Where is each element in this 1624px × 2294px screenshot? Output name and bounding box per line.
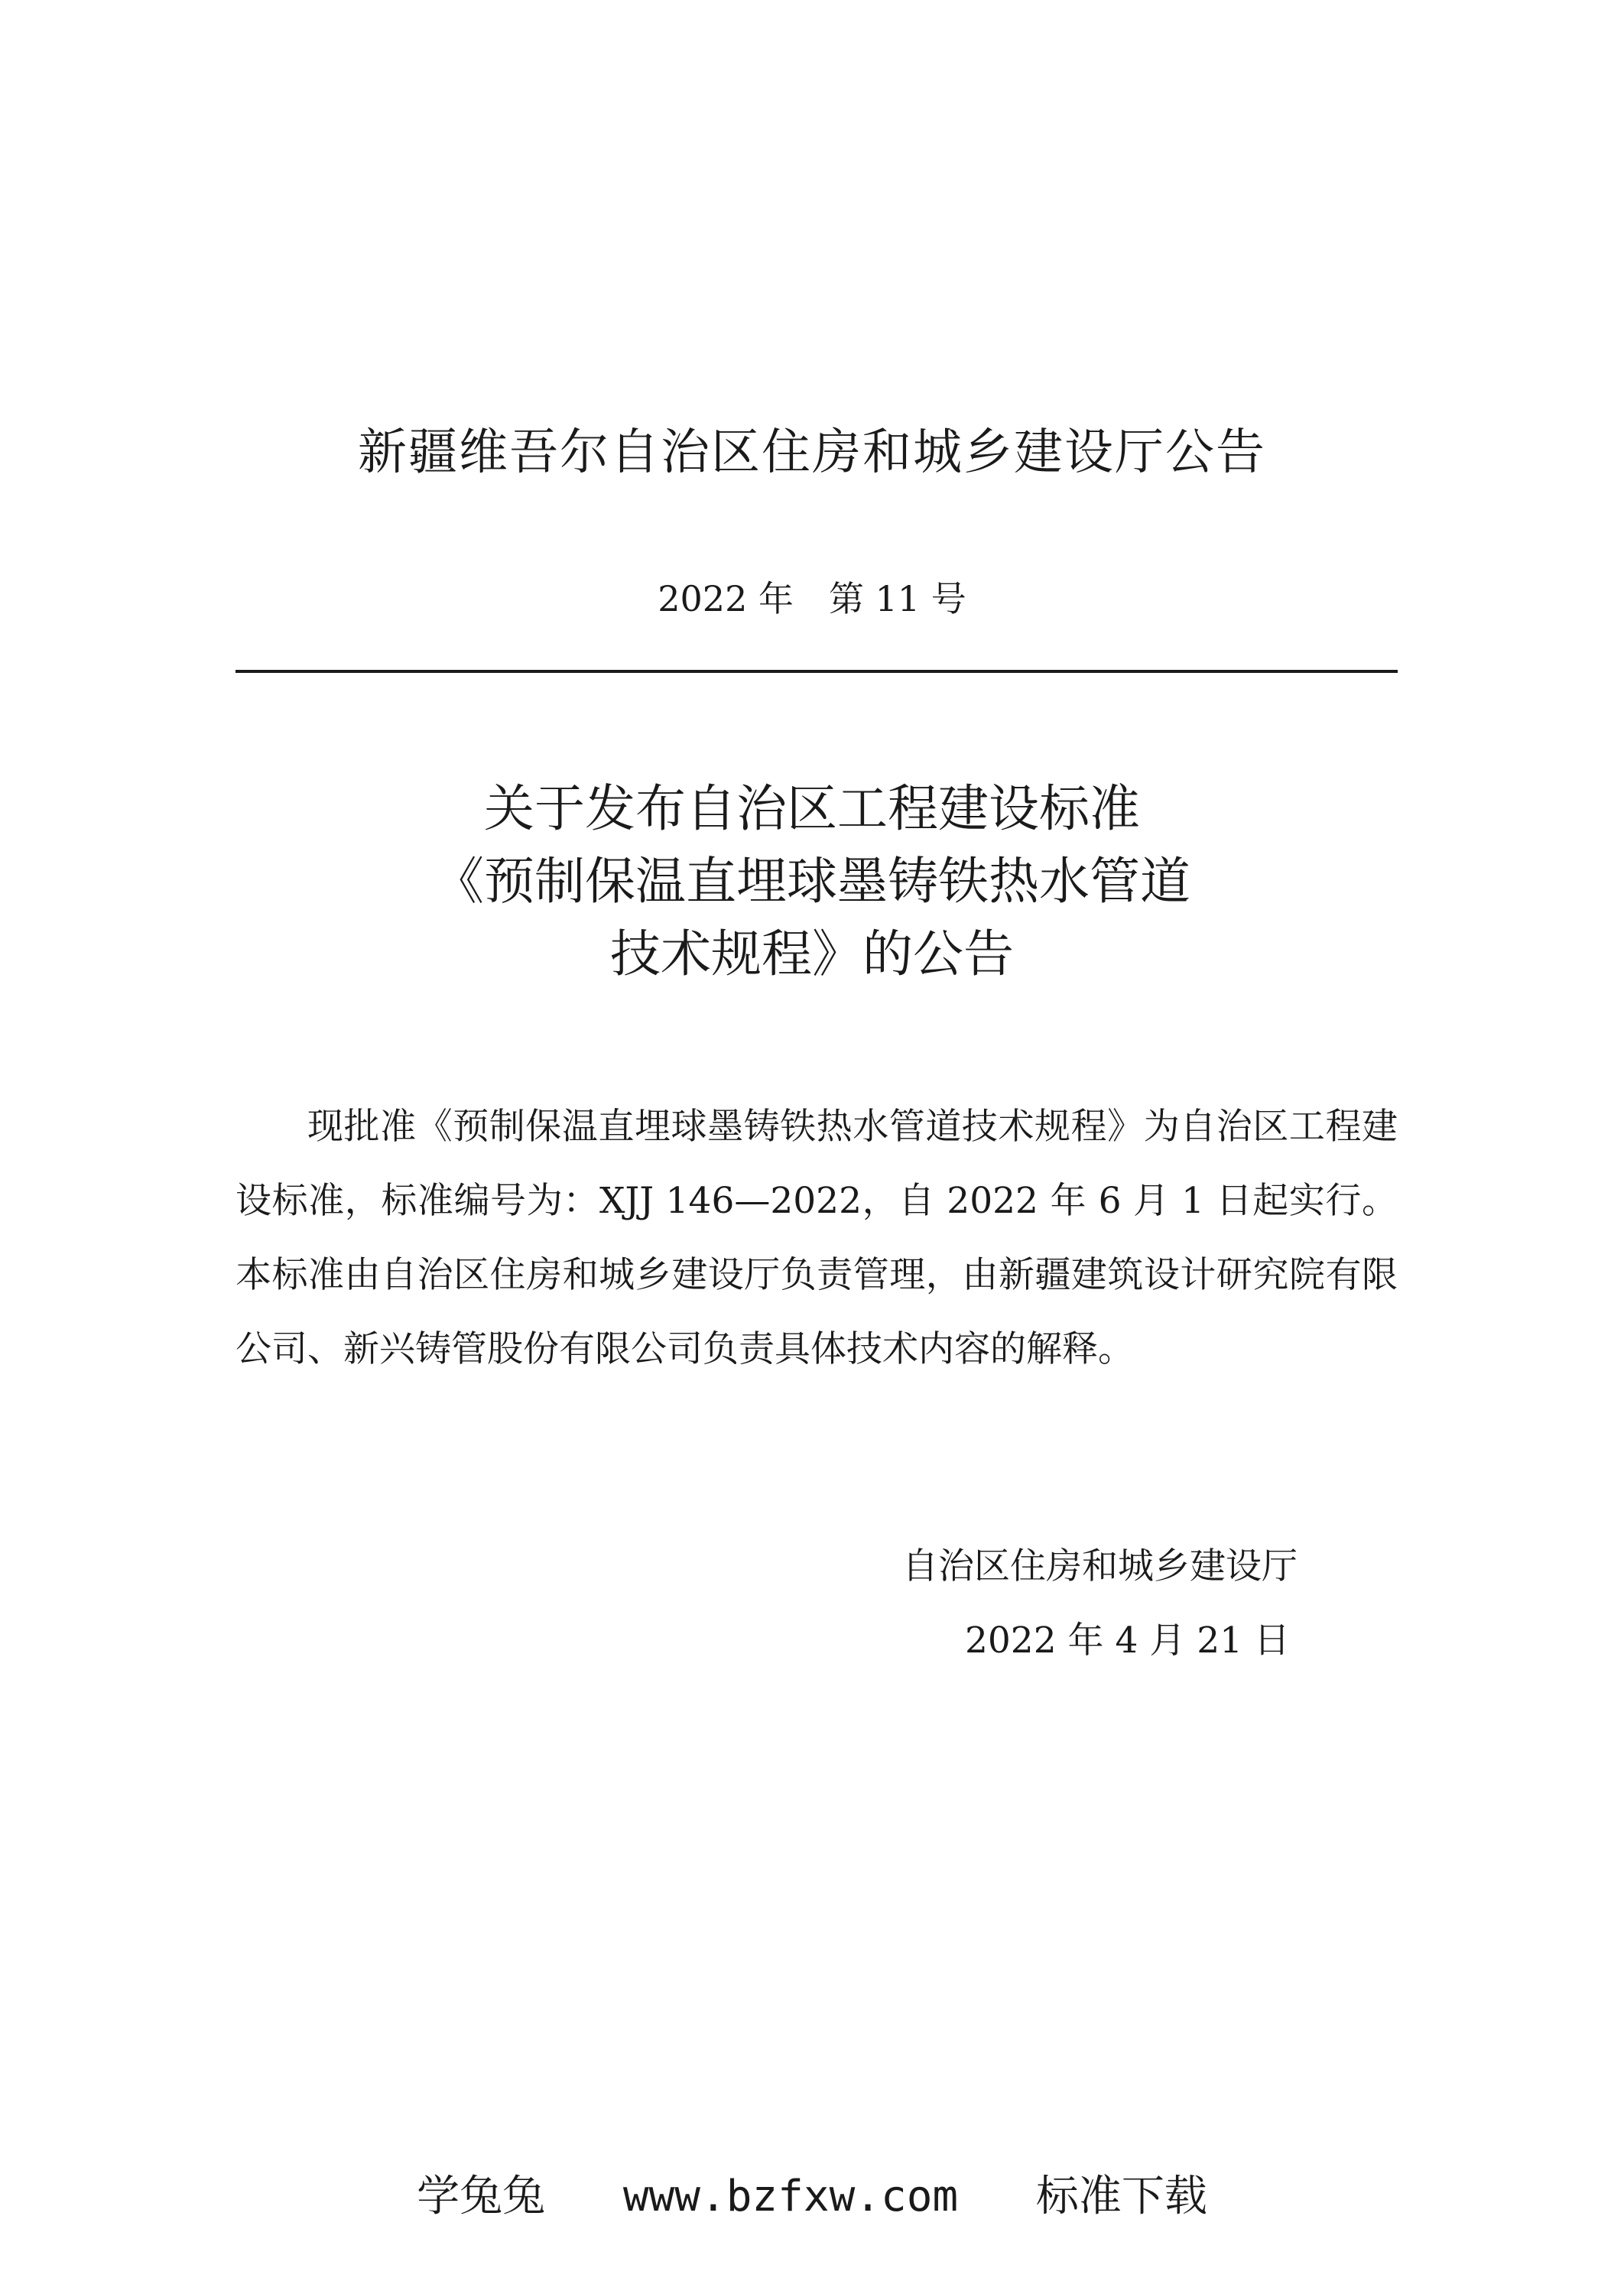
signing-date: 2022 年 4 月 21 日 [965, 1620, 1291, 1662]
signing-organization: 自治区住房和城乡建设厅 [902, 1545, 1298, 1587]
title-line-1: 关于发布自治区工程建设标准 [484, 779, 1140, 838]
document-number: 2022 年 第 11 号 [658, 578, 966, 619]
header-divider [235, 670, 1398, 673]
announcement-body: 现批准《预制保温直埋球墨铸铁热水管道技术规程》为自治区工程建设标准，标准编号为：XJJ 146—2022，自 2022 年 6 月 1 日起实行。本标准由自治区住房和城乡建设厅负责管理，由新疆建筑设计研究院有限公司、新兴铸管股份有限公司负责具体技术内容的解释。 [235, 1106, 1398, 1370]
watermark-footer [0, 2172, 1624, 2221]
footer-url: www.bzfxw.com [622, 2172, 959, 2221]
issuer-heading: 新疆维吾尔自治区住房和城乡建设厅公告 [358, 424, 1266, 481]
footer-tagline: 标准下载 [1035, 2172, 1207, 2221]
signature-block [902, 1529, 1298, 1678]
title-line-3: 技术规程》的公告 [610, 924, 1014, 984]
title-line-2: 《预制保温直埋球墨铸铁热水管道 [434, 852, 1190, 911]
footer-site-name: 学兔兔 [417, 2172, 546, 2221]
announcement-title [0, 772, 1624, 990]
